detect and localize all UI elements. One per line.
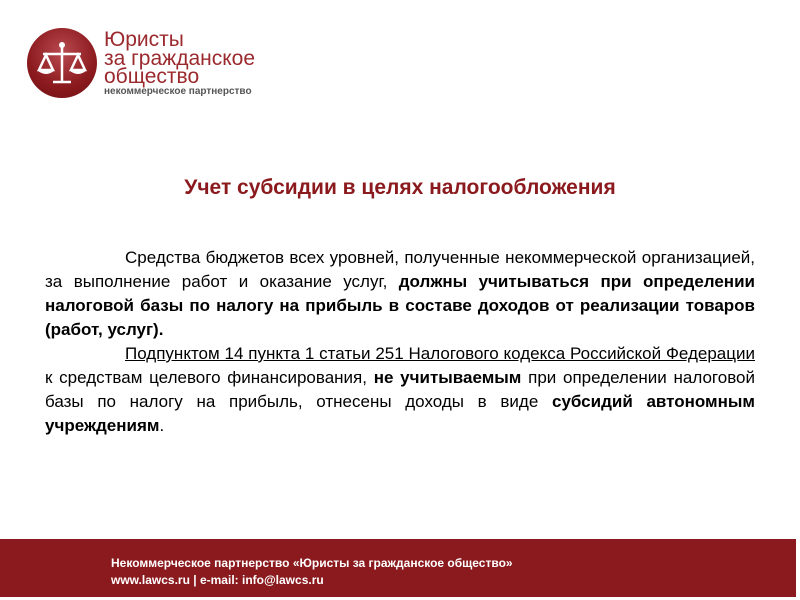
footer-org: Некоммерческое партнерство «Юристы за гражданское общество»: [111, 556, 513, 570]
text: Средства бюджетов всех уровней, полученные некоммерческой организацией, за выполнение работ и оказание услуг,: [45, 248, 755, 291]
separator: |: [193, 573, 197, 587]
logo-text-line2: за гражданское: [104, 47, 256, 70]
bold-text: не учитываемым: [373, 368, 522, 387]
website-link[interactable]: www.lawcs.ru: [111, 573, 190, 587]
paragraph-2: [45, 342, 755, 438]
law-reference-link[interactable]: Подпунктом 14 пункта 1 статьи 251 Налогового кодекса Российской Федерации: [125, 344, 755, 363]
bold-text: должны учитываться при определении налоговой базы по налогу на прибыль в составе доходов от реализации товаров (работ, услуг).: [45, 272, 755, 339]
footer: [0, 539, 796, 597]
logo-text-line3: общество: [104, 65, 200, 88]
text: .: [159, 416, 165, 435]
text: при определении налоговой базы по налогу на прибыль, отнесены доходы в виде: [45, 368, 755, 411]
text: к средствам целевого финансирования,: [45, 368, 374, 387]
slide-title: Учет субсидии в целях налогообложения: [184, 176, 616, 199]
logo-scales-icon: [27, 28, 97, 98]
bold-text: субсидий автономным учреждениям: [45, 392, 755, 435]
email-link[interactable]: e-mail: info@lawcs.ru: [199, 573, 324, 587]
logo-text-line1: Юристы: [104, 28, 184, 51]
logo-subtitle: некоммерческое партнерство: [104, 86, 252, 97]
paragraph-1: [45, 246, 755, 342]
footer-contacts: [111, 573, 324, 587]
slide-body: [45, 246, 755, 438]
